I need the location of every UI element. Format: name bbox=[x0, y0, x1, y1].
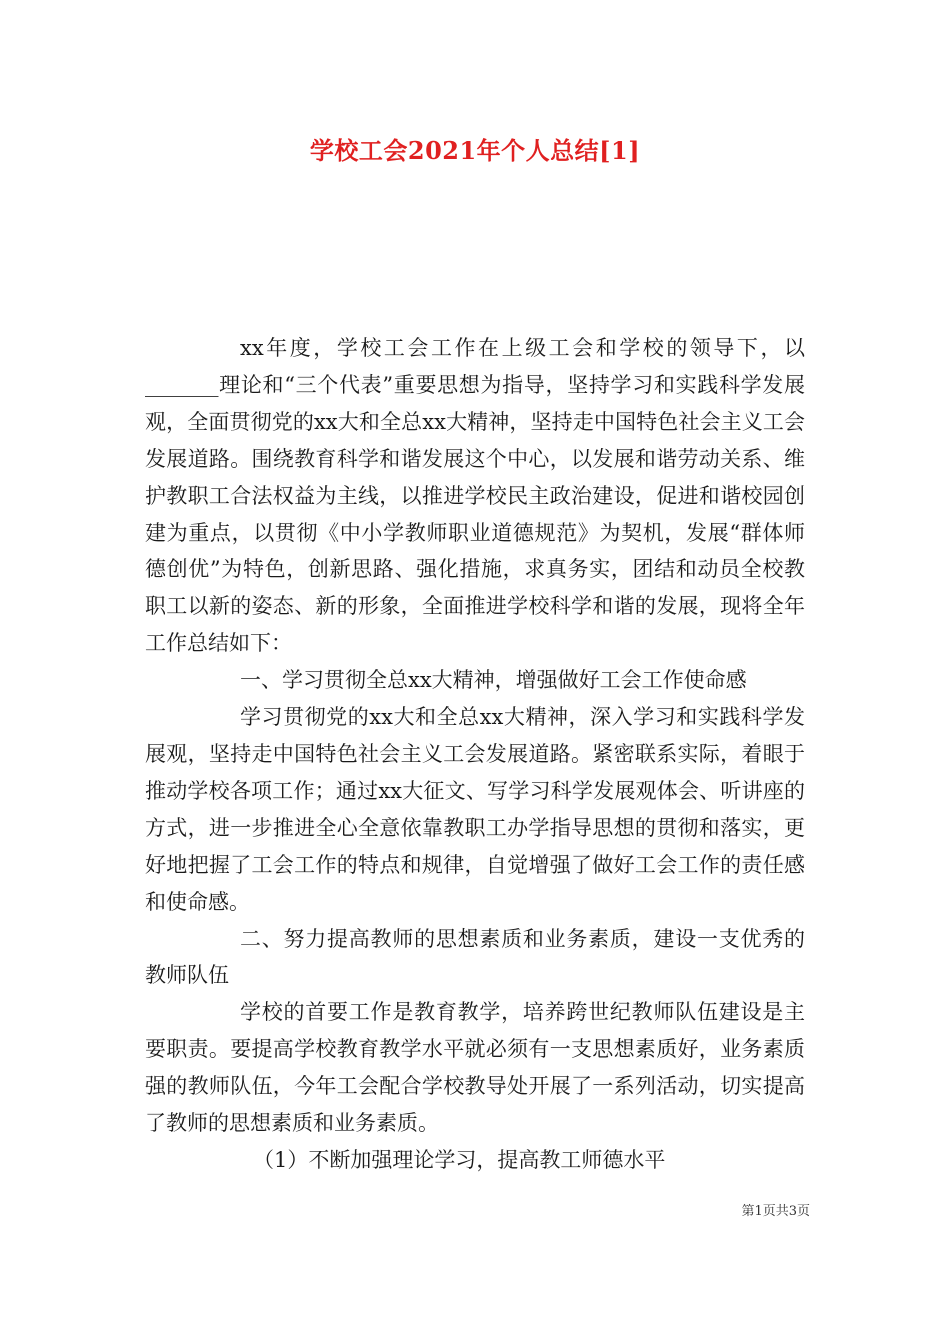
paragraph-intro: xx年度，学校工会工作在上级工会和学校的领导下，以_______理论和“三个代表”重要思想为指导，坚持学习和实践科学发展观，全面贯彻党的xx大和全总xx大精神，坚持走中国特色社会主义工会发展道路。围绕教育科学和谐发展这个中心，以发展和谐劳动关系、维护教职工合法权益为主线，以推进学校民主政治建设，促进和谐校园创建为重点，以贯彻《中小学教师职业道德规范》为契机，发展“群体师德创优”为特色，创新思路、强化措施，求真务实，团结和动员全校教职工以新的姿态、新的形象，全面推进学校科学和谐的发展，现将全年工作总结如下： bbox=[145, 336, 805, 656]
paragraph-section-2: 学校的首要工作是教育教学，培养跨世纪教师队伍建设是主要职责。要提高学校教育教学水平就必须有一支思想素质好，业务素质强的教师队伍，今年工会配合学校教导处开展了一系列活动，切实提高了教师的思想素质和业务素质。 bbox=[145, 1000, 805, 1136]
subsection-heading-1: （1）不断加强理论学习，提高教工师德水平 bbox=[253, 1147, 666, 1172]
section-heading-2: 二、努力提高教师的思想素质和业务素质，建设一支优秀的教师队伍 bbox=[145, 926, 805, 988]
document-title: 学校工会2021年个人总结[1] bbox=[309, 136, 641, 165]
page-number: 第1页共3页 bbox=[741, 1204, 810, 1219]
paragraph-section-1: 学习贯彻党的xx大和全总xx大精神，深入学习和实践科学发展观，坚持走中国特色社会主义工会发展道路。紧密联系实际，着眼于推动学校各项工作；通过xx大征文、写学习科学发展观体会、听讲座的方式，进一步推进全心全意依靠教职工办学指导思想的贯彻和落实，更好地把握了工会工作的特点和规律，自觉增强了做好工会工作的责任感和使命感。 bbox=[145, 705, 805, 914]
document-body bbox=[145, 330, 805, 1179]
section-heading-1: 一、学习贯彻全总xx大精神，增强做好工会工作使命感 bbox=[240, 668, 747, 693]
